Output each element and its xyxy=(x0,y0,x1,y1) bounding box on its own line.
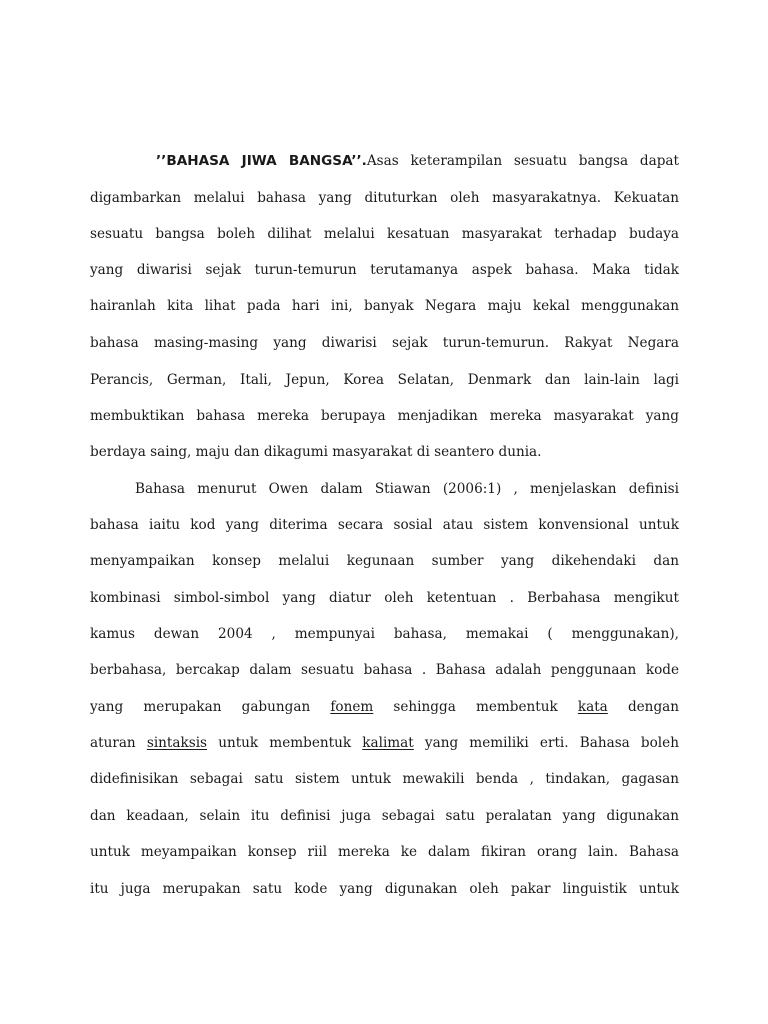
word: sehingga xyxy=(393,699,456,715)
paragraph-2-line-7 xyxy=(90,697,679,717)
word: gabungan xyxy=(241,699,311,715)
paragraph-1-line-1-text: Asas keterampilan sesuatu bangsa dapat xyxy=(366,153,679,169)
paragraph-2-line-2: bahasa iaitu kod yang diterima secara sosial atau sistem konvensional untuk xyxy=(90,517,679,533)
words: yang memiliki erti. Bahasa boleh xyxy=(424,735,679,751)
paragraph-1-line-6: bahasa masing-masing yang diwarisi sejak turun-temurun. Rakyat Negara xyxy=(90,335,679,351)
paragraph-2-line-12: itu juga merupakan satu kode yang digunakan oleh pakar linguistik untuk xyxy=(90,881,679,897)
kata-link[interactable]: kata xyxy=(577,699,608,715)
fonem-link[interactable]: fonem xyxy=(330,699,374,715)
paragraph-2-line-6: berbahasa, bercakap dalam sesuatu bahasa . Bahasa adalah penggunaan kode xyxy=(90,662,679,678)
paragraph-2-line-9: didefinisikan sebagai satu sistem untuk mewakili benda , tindakan, gagasan xyxy=(90,771,679,787)
paragraph-2-line-10: dan keadaan, selain itu definisi juga sebagai satu peralatan yang digunakan xyxy=(90,808,679,824)
paragraph-1-line-3: sesuatu bangsa boleh dilihat melalui kesatuan masyarakat terhadap budaya xyxy=(90,226,679,242)
paragraph-1-line-4: yang diwarisi sejak turun-temurun terutamanya aspek bahasa. Maka tidak xyxy=(90,262,679,278)
paragraph-1-line-5: hairanlah kita lihat pada hari ini, banyak Negara maju kekal menggunakan xyxy=(90,298,679,314)
words: untuk membentuk xyxy=(218,735,352,751)
paragraph-2-line-4: kombinasi simbol-simbol yang diatur oleh ketentuan . Berbahasa mengikut xyxy=(90,590,679,606)
sintaksis-link[interactable]: sintaksis xyxy=(146,735,208,751)
paragraph-1-line-7: Perancis, German, Itali, Jepun, Korea Selatan, Denmark dan lain-lain lagi xyxy=(90,372,679,388)
paragraph-2-line-5: kamus dewan 2004 , mempunyai bahasa, memakai ( menggunakan), xyxy=(90,626,679,642)
paragraph-2-line-11: untuk meyampaikan konsep riil mereka ke dalam fikiran orang lain. Bahasa xyxy=(90,844,679,860)
word: merupakan xyxy=(143,699,222,715)
word: aturan xyxy=(90,735,136,751)
word: yang xyxy=(90,699,124,715)
paragraph-1-line-9: berdaya saing, maju dan dikagumi masyarakat di seantero dunia. xyxy=(90,444,542,460)
paragraph-2-line-8 xyxy=(90,733,679,753)
kalimat-link[interactable]: kalimat xyxy=(362,735,414,751)
paragraph-1-line-2: digambarkan melalui bahasa yang dituturkan oleh masyarakatnya. Kekuatan xyxy=(90,190,679,206)
word: membentuk xyxy=(475,699,558,715)
essay-title: ’’BAHASA JIWA BANGSA’’. xyxy=(156,153,367,169)
word: dengan xyxy=(627,699,680,715)
paragraph-2-line-3: menyampaikan konsep melalui kegunaan sumber yang dikehendaki dan xyxy=(90,553,679,569)
paragraph-1-line-1 xyxy=(156,151,679,171)
paragraph-2-line-1: Bahasa menurut Owen dalam Stiawan (2006:1) , menjelaskan definisi xyxy=(135,481,679,497)
paragraph-1-line-8: membuktikan bahasa mereka berupaya menjadikan mereka masyarakat yang xyxy=(90,408,679,424)
